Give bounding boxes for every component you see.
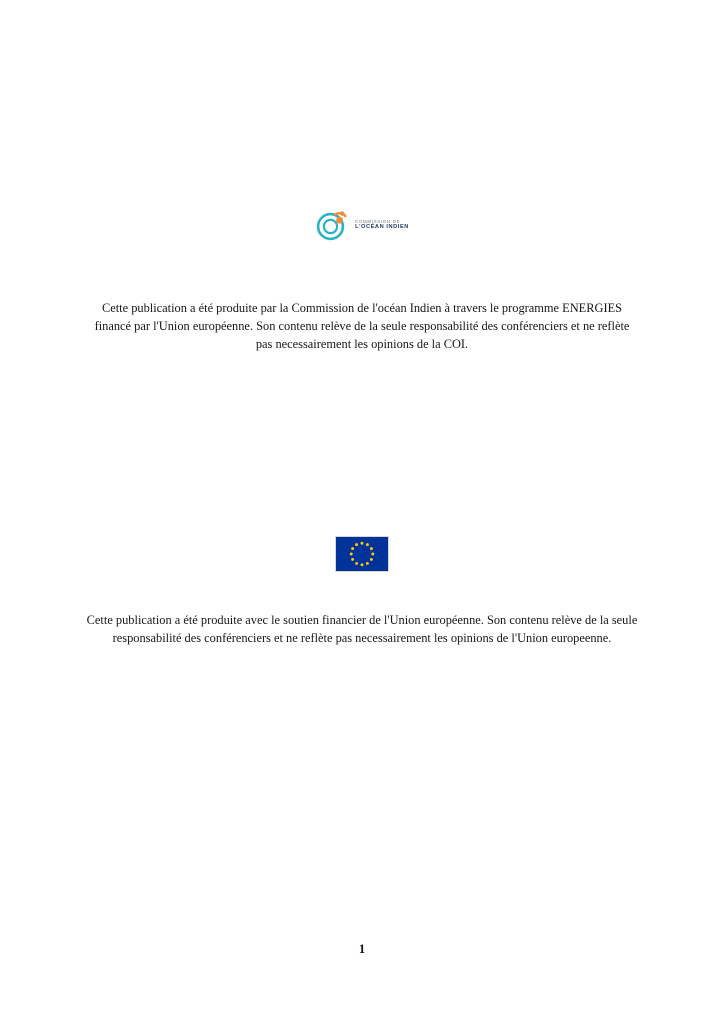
eu-flag-container bbox=[0, 536, 724, 572]
coi-logo bbox=[0, 208, 724, 242]
european-union-flag-icon bbox=[335, 536, 389, 572]
coi-logo-wordmark bbox=[355, 219, 409, 230]
coi-disclaimer-paragraph: Cette publication a été produite par la Commission de l'océan Indien à travers le programme ENERGIES financé par l'Union européenne. Son contenu relève de la seule responsabilité des conférenciers et ne reflète pas necessairement les opinions de la COI. bbox=[94, 301, 630, 351]
coi-circular-logo-icon bbox=[315, 208, 349, 242]
eu-disclaimer-paragraph: Cette publication a été produite avec le soutien financier de l'Union européenne. Son contenu relève de la seule responsabilité des conférenciers et ne reflète pas necessairement les opinions de l'Union europeenne. bbox=[86, 613, 638, 645]
page-number: 1 bbox=[358, 942, 366, 956]
coi-logo-line1: COMMISSION DE bbox=[355, 219, 401, 225]
coi-logo-line2: L'OCÉAN INDIEN bbox=[355, 224, 409, 231]
coi-logo-inner bbox=[315, 208, 409, 242]
